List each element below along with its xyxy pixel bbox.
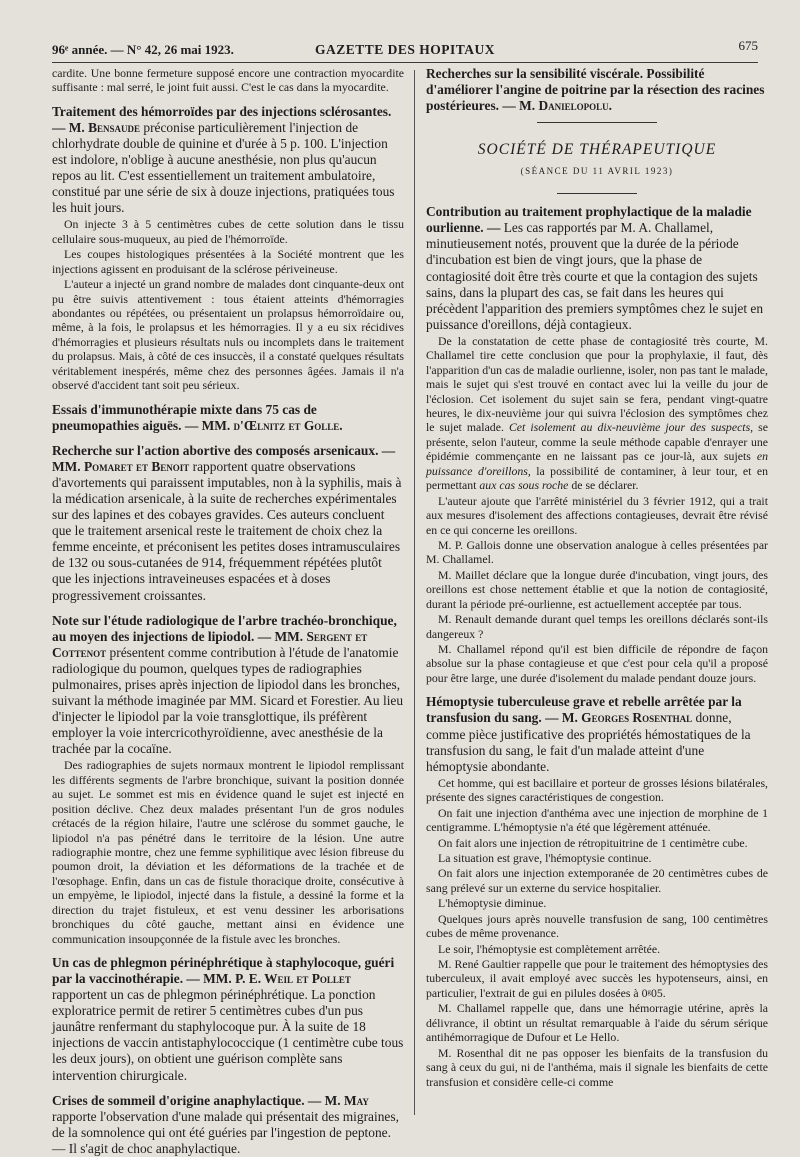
article-author: M. Bensaude <box>68 119 141 135</box>
issue-info: 96ᵉ année. — N° 42, 26 mai 1923. <box>52 42 234 57</box>
article-author: MM. P. E. Weil et Pollet <box>203 971 351 987</box>
article-heading: Un cas de phlegmon périnéphrétique à staphylocoque, guéri par la vaccinothérapie. — MM. P. E. Weil et Pollet rapportent un cas de phlegmon périnéphrétique. La ponction exploratrice permit de retirer 5 centimètres cubes d'un pus jaunâtre renfermant du staphylocoque pur. À la suite de 18 injections de vaccin antistaphylococcique (1 centimètre cube tous les deux jours), on obtient une guérison complète sans intervention chirurgicale. <box>52 955 404 1083</box>
paragraph: Le soir, l'hémoptysie est complètement arrêtée. <box>438 941 661 956</box>
article-title: Hémoptysie tuberculeuse grave et rebelle arrêtée par la transfusion du sang. <box>426 694 742 726</box>
paragraph: Les coupes histologiques présentées à la Société montrent que les injections agissent en produisant de la sclérose périveineuse. <box>52 247 404 276</box>
text-run: De la constatation de cette phase de contagiosité très courte, M. Challamel tire cette conclusion que pour la prophylaxie, il faut, dès l'apparition d'un cas de maladie ourlienne, isoler, non pas tant le malade, mais le sujet qui s'est trouvé en contact avec lui la veille du jour de l'éclosion. Cet isolement du sujet sain se fera, pendant vingt-quatre heures, le dix-neuvième jour qui suivra l'éclosion des symptômes chez le sujet malade. <box>426 333 768 435</box>
article-heading: Recherches sur la sensibilité viscérale. Possibilité d'améliorer l'angine de poitrine par la résection des racines postérieures. — M. Danielopolu. <box>426 66 765 114</box>
paragraph: La situation est grave, l'hémoptysie continue. <box>438 850 652 865</box>
article-title: Note sur l'étude radiologique de l'arbre trachéo-bronchique, au moyen des injections de lipiodol. <box>52 612 397 644</box>
article-heading <box>52 402 404 434</box>
article-lead: préconise particulièrement l'injection de chlorhydrate double de quinine et d'urée à 5 p. 100. L'injection est indolore, n'oblige à aucune anesthésie, non plus qu'aucun repos au lit. C'est essentiellement un traitement ambulatoire, constitué par une série de six à douze injections, pratiquées tous les huit jours. <box>52 119 395 216</box>
article-title: Recherches sur la sensibilité viscérale. Possibilité d'améliorer l'angine de poitrine par la résection des racines postérieures. <box>426 66 765 114</box>
article-author: M. Georges Rosenthal <box>561 710 693 726</box>
article-lead: Les cas rapportés par M. A. Challamel, minutieusement notés, prouvent que la durée de la période d'incubation est bien de vingt jours, que la phase de contagiosité doit être très courte et que la contagion des sujets sains, dans la plupart des cas, se fait dans les heures qui précèdent l'apparition des premiers symptômes chez le sujet en puissance d'oreillons, déjà contagieux. <box>426 220 764 332</box>
section-rule <box>557 193 637 194</box>
article-title: Essais d'immunothérapie mixte dans 75 cas de pneumopathies aiguës. <box>52 401 317 433</box>
paragraph <box>426 334 768 493</box>
journal-title: GAZETTE DES HOPITAUX <box>314 42 496 57</box>
paragraph: L'hémoptysie diminue. <box>438 896 547 911</box>
article-heading: Crises de sommeil d'origine anaphylactique. — M. May rapporte l'observation d'une malade qui présentait des migraines, de la somnolence qui ont été guéries par l'ingestion de peptone. — Il s'agit de choc anaphylactique. <box>52 1092 399 1156</box>
paragraph: M. René Gaultier rappelle que pour le traitement des hémoptysies des tuberculeux, il avait employé avec succès les hypotenseurs, ainsi, en particulier, l'extrait de gui en pilules dosées à 0ᵍ05. <box>426 957 768 1000</box>
paragraph: M. Challamel rappelle que, dans une hémorragie utérine, après la délivrance, il obtint un résultat remarquable à l'aide du sérum sérique antihémorragique de Dufour et Le Hello. <box>426 1001 768 1045</box>
article-lead: rapportent quatre observations d'avortements qui paraissent imputables, non à la syphilis, mais à la médication arsenicale, à la suite de recherches expérimentales sur des lapines et des cobayes gravides. Ces auteurs concluent que le traitement arsenical reste le traitement de choix chez la femme enceinte, et préconisent les petites doses intramusculaires de 132 ou sous-cutanées de 914, fréquemment répétées plutôt que les injections intraveineuses espacées et à doses progressivement croissantes. <box>52 458 402 603</box>
right-column <box>426 66 768 1145</box>
article-lead: rapportent un cas de phlegmon périnéphrétique. La ponction exploratrice permit de retirer 5 centimètres cubes d'un pus jaunâtre renfermant du staphylocoque pur. À la suite de 18 injections de vaccin antistaphylococcique (1 centimètre cube tous les deux jours), on obtient une guérison complète sans intervention chirurgicale. <box>52 987 404 1083</box>
section-rule <box>537 122 657 123</box>
emphasis: Cet isolement au dix-neuvième jour des suspects, <box>508 420 754 435</box>
article-title: Traitement des hémorroïdes par des injections sclérosantes. <box>52 103 392 119</box>
paragraph: Cet homme, qui est bacillaire et porteur de grosses lésions bilatérales, présente des signes caractéristiques de congestion. <box>426 775 768 805</box>
text-run: de se déclarer. <box>571 478 639 493</box>
paragraph: On fait alors une injection de rétropituitrine de 1 centimètre cube. <box>438 835 748 850</box>
paragraph: cardite. Une bonne fermeture supposé encore une contraction myocardite suffisante : mal serré, le joint fuit aussi. C'est le cas dans la myocardite. <box>52 66 404 95</box>
article-lead: donne, comme pièce justificative des propriétés hémostatiques de la transfusion du sang, le fait d'un malade atteint d'une hémoptysie abondante. <box>426 710 751 774</box>
paragraph: On fait une injection d'anthéma avec une injection de morphine de 1 centigramme. L'hémoptysie n'a été que légèrement atténuée. <box>426 805 768 835</box>
article-author: MM. Sergent et Cottenot <box>52 628 368 660</box>
paragraph: M. Maillet déclare que la longue durée d'incubation, vingt jours, des oreillons est chose nettement établie et que la notion de contagiosité, durant la période pré-ourlienne, est actuellement acceptée par tous. <box>426 567 768 611</box>
article-title: Recherche sur l'action abortive des composés arsenicaux. <box>52 442 379 458</box>
article-lead: présentent comme contribution à l'étude de l'anatomie radiologique du poumon, quelques types de radiographies pulmonaires, prises après injection de lipiodol dans les bronches, suivant la méthode imaginée par MM. Sicard et Forestier. Au lieu d'injecter le lipiodol par la voie transglottique, ils préfèrent employer la voie intercricothyroïdienne, avec anesthésie de la trachée par la cocaïne. <box>52 644 404 757</box>
article-author: M. May <box>324 1092 369 1108</box>
paragraph: L'auteur a injecté un grand nombre de malades dont cinquante-deux ont pu être suivis attentivement : tous étaient atteints d'hémorragies abondantes ou répétées, ou présentaient un prolapsus hémorroïdaire ou, même, à la fois, le prolapsus et les hémorragies. Il y a eu six récidives d'hémorragies et plusieurs résultats nuls ou incomplets dans le traitement du prolapsus. Mais, à côté de ces insuccès, il a constaté quelques résultats véritablement inespérés, même chez des personnes âgées. Jamais il n'a observé d'accident tant soit peu sérieux. <box>52 277 404 393</box>
article-heading: Recherche sur l'action abortive des composés arsenicaux. — MM. Pomaret et Benoit rapportent quatre observations d'avortements qui paraissent imputables, non à la syphilis, mais à la médication arsenicale, à la suite de recherches expérimentales sur des lapines et des cobayes gravides. Ces auteurs concluent que le traitement arsenical reste le traitement de choix chez la femme enceinte, et préconisent les petites doses intramusculaires de 132 ou sous-cutanées de 914, fréquemment répétées plutôt que les injections intraveineuses espacées et à doses progressivement croissantes. <box>52 442 402 603</box>
article-author: M. Danielopolu. <box>519 98 612 114</box>
page-number: 675 <box>738 38 758 53</box>
article-author: MM. Pomaret et Benoit <box>52 458 190 474</box>
paragraph: M. Renault demande durant quel temps les oreillons déclarés sont-ils dangereux ? <box>426 612 768 641</box>
page-header <box>52 34 758 63</box>
text-run: se présente, selon l'auteur, comme la seule méthode capable d'enrayer une épidémie commençante en ne laissant pas ce jour-là, aux sujets <box>426 420 768 464</box>
article-heading: Note sur l'étude radiologique de l'arbre trachéo-bronchique, au moyen des injections de lipiodol. — MM. Sergent et Cottenot présentent comme contribution à l'étude de l'anatomie radiologique du poumon, quelques types de radiographies pulmonaires, prises après injection de lipiodol dans les bronches, suivant la méthode imaginée par MM. Sicard et Forestier. Au lieu d'injecter le lipiodol par la voie transglottique, ils préfèrent employer la voie intercricothyroïdienne, avec anesthésie de la trachée par la cocaïne. <box>52 612 404 757</box>
text-run: la possibilité de contaminer, à leur tour, et en permettant <box>426 463 768 493</box>
left-column <box>52 66 404 1156</box>
paragraph: M. Challamel répond qu'il est bien difficile de répondre de façon absolue sur la phase contagieuse et que c'est pour cela qu'il a proposé pour être large, une durée d'isolement du malade pendant douze jours. <box>426 642 768 685</box>
article-heading: Contribution au traitement prophylactique de la maladie ourlienne. — Les cas rapportés par M. A. Challamel, minutieusement notés, prouvent que la durée de la période d'incubation est bien de vingt jours, que la phase de contagiosité doit être très courte et que la contagion des sujets sains, dans la plupart des cas, se fait dans les heures qui précèdent l'apparition des premiers symptômes chez le sujet en puissance d'oreillons, déjà contagieux. <box>426 204 764 332</box>
article-author: — MM. d'Œlnitz et Golle. <box>184 417 343 433</box>
section-title: SOCIÉTÉ DE THÉRAPEUTIQUE <box>477 141 717 159</box>
emphasis: en puissance d'oreillons, <box>426 449 769 478</box>
paragraph: Quelques jours après nouvelle transfusion de sang, 100 centimètres cubes de même provenance. <box>426 911 768 941</box>
paragraph: M. P. Gallois donne une observation analogue à celles présentées par M. Challamel. <box>426 537 768 567</box>
paragraph: M. Rosenthal dit ne pas opposer les bienfaits de la transfusion du sang à ceux du gui, ni de l'anthéma, mais il signale les bienfaits de cette transfusion et considère celle-ci comme <box>426 1045 768 1089</box>
emphasis: aux cas sous roche <box>479 478 569 493</box>
column-divider <box>414 70 415 1115</box>
paragraph: On fait alors une injection extemporanée de 20 centimètres cubes de sang prélevé sur un externe du service hospitalier. <box>426 866 768 895</box>
article-heading: Hémoptysie tuberculeuse grave et rebelle arrêtée par la transfusion du sang. — M. Georges Rosenthal donne, comme pièce justificative des propriétés hémostatiques de la transfusion du sang, le fait d'un malade atteint d'une hémoptysie abondante. <box>426 694 751 774</box>
article-lead: rapporte l'observation d'une malade qui présentait des migraines, de la somnolence qui ont été guéries par l'ingestion de peptone. — Il s'agit de choc anaphylactique. <box>52 1108 399 1156</box>
article-title: Crises de sommeil d'origine anaphylactique. <box>52 1092 305 1108</box>
paragraph: Des radiographies de sujets normaux montrent le lipiodol remplissant les différents segments de l'arbre bronchique, suivant la position donnée au sujet. Le sommet est mis en évidence quand le sujet est injecté en position déclive. Chez deux malades présentant l'un de gros nodules crétacés de la région hilaire, l'autre une sclérose du sommet gauche, le lipiodol n'a pas pénétré dans le territoire de la lésion. Une autre radiographie montre, chez une femme syphilitique avec lésion fibreuse du poumon droit, la déviation et les déformations de la trachée et de l'œsophage. Enfin, dans un cas de fistule thoracique droite, consécutive à un empyème, le lipiodol, injecté dans la fistule, a dessiné la forme et la direction du trajet fistuleux, et est venu dessiner les arborisations bronchiques du côté gauche, mettant ainsi en évidence une communication insoupçonnée de la fistule avec les bronches. <box>52 758 404 946</box>
article-heading: Traitement des hémorroïdes par des injections sclérosantes. — M. Bensaude préconise particulièrement l'injection de chlorhydrate double de quinine et d'urée à 5 p. 100. L'injection est indolore, n'oblige à aucune anesthésie, non plus qu'aucun repos au lit. C'est essentiellement un traitement ambulatoire, constitué par une série de six à douze injections, pratiquées tous les huit jours. <box>52 103 395 216</box>
paragraph: L'auteur ajoute que l'arrêté ministériel du 3 février 1912, qui a trait aux mesures d'isolement des affections contagieuses, devrait être révisé en ce qui concerne les oreillons. <box>426 493 768 537</box>
section-session: (SÉANCE DU 11 AVRIL 1923) <box>520 166 674 177</box>
paragraph: On injecte 3 à 5 centimètres cubes de cette solution dans le tissu cellulaire sous-muqueux, au pied de l'hémorroïde. <box>52 217 404 246</box>
article-title: Un cas de phlegmon périnéphrétique à staphylocoque, guéri par la vaccinothérapie. <box>52 955 395 987</box>
article-title: Contribution au traitement prophylactique de la maladie ourlienne. <box>426 204 752 236</box>
